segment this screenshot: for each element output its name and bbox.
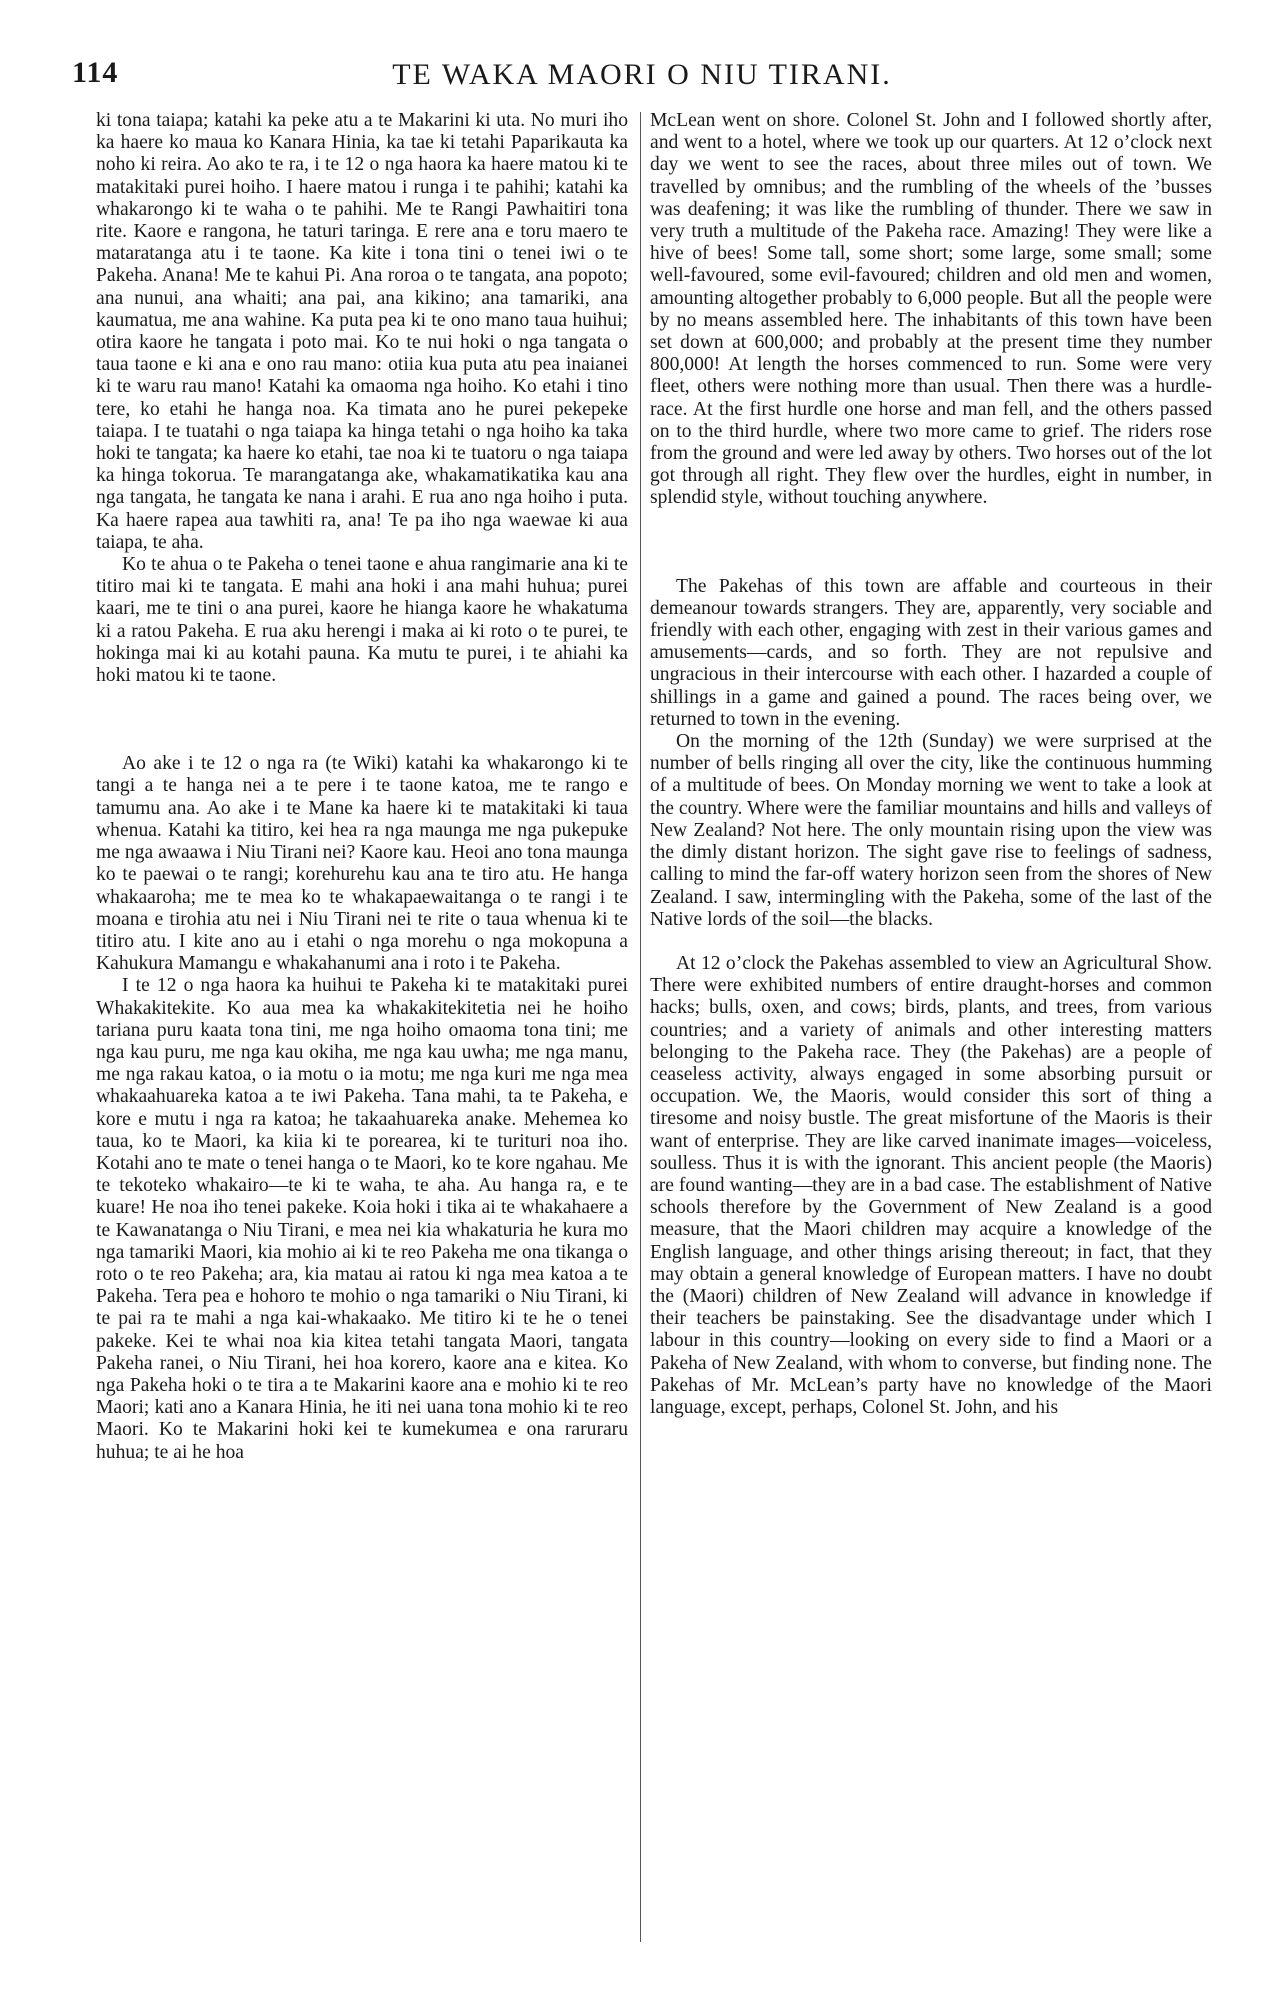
- running-title: TE WAKA MAORI O NIU TIRANI.: [392, 58, 892, 91]
- column-divider: [640, 112, 641, 1942]
- maori-paragraph: Ao ake i te 12 o nga ra (te Wiki) katahi ka whakarongo ki te tangi a te hanga nei a te pere i te taone katoa, me te rango e tamumu ana. Ao ake i te Mane ka haere ki te matakitaki ki taua whenua. Katahi ka titiro, kei hea ra nga maunga me nga pukepuke me nga awaawa i Niu Tirani nei? Kaore kau. Heoi ano tona maunga ko te paewai o te rangi; korehurehu kau ana te tiro atu. He hanga whakaaroha; me te mea ko te whakapaewaitanga o te rangi i te moana e tirohia atu nei i Niu Tirani nei te rite o taua whenua ki te titiro atu. I kite ano au i etahi o nga morehu o nga mokopuna a Kahukura Mamangu e whakahanumi ana i roto i te Pakeha.: [96, 753, 628, 975]
- maori-paragraph: Ko te ahua o te Pakeha o tenei taone e ahua rangimarie ana ki te titiro mai ki te tangata. E mahi ana hoki i ana mahi huhua; purei kaari, me te tini o ana purei, kaore he hianga kaore he whakatuma ki a ratou Pakeha. E rua aku herengi i maka ai ki roto o te purei, te hokinga mai ki au kotahi pauna. Ka mutu te purei, i te ahiahi ka hoki matou ki te taone.: [96, 554, 628, 687]
- maori-paragraph: I te 12 o nga haora ka huihui te Pakeha ki te matakitaki purei Whakakitekite. Ko aua mea ka whakakitekitetia nei he hoiho tariana puru kaata tona tini, me nga hoiho omaoma tona tini; me nga kau puru, me nga kau okiha, me nga kau uwha; me nga manu, me nga rakau katoa, o ia motu o ia motu; me nga kuri me nga mea whakaahuareka katoa a te iwi Pakeha. Tana mahi, ta te Pakeha, e kore e mutu i nga ra katoa; he takaahuareka anake. Mehemea ko taua, ko te Maori, ka kiia ki te porearea, ki te turituri noa iho. Kotahi ano te mate o tenei hanga o te Maori, ko te kore ngahau. Me te tekoteko whakairo—te ki te waha, te aha. Au hanga ra, e te kuare! He noa iho tenei pakeke. Koia hoki i tika ai te whakahaere a te Kawanatanga o Niu Tirani, e mea nei kia whakaturia he kura mo nga tamariki Maori, kia mohio ai ki te reo Pakeha me ona tikanga o roto o te reo Pakeha; ara, kia matau ai ratou ki nga mea katoa a te Pakeha. Tera pea e hohoro te mohio o nga tamariki o Niu Tirani, ki te pai ra te mahi a nga kai-whakaako. Me titiro ki te he o tenei pakeke. Kei te whai noa kia kitea tetahi tangata Maori, tangata Pakeha ranei, o Niu Tirani, hei hoa korero, kaore ana e kitea. Ko nga Pakeha hoki o te tira a te Makarini kaore ana e mohio ki te reo Maori; kati ano a Kanara Hinia, he iti nei uana tona mohio ki te reo Maori. Ko te Makarini hoki kei te kumekumea e ona raruraru huhua; te ai he hoa: [96, 975, 628, 1463]
- maori-text-column: [96, 110, 628, 1464]
- english-paragraph: At 12 o’clock the Pakehas assembled to view an Agricultural Show. There were exhibited numbers of entire draught-horses and common hacks; bulls, oxen, and cows; birds, plants, and trees, from various countries; and a variety of animals and other interesting matters belonging to the Pakeha race. They (the Pakehas) are a people of ceaseless activity, always engaged in some absorbing pursuit or occupation. We, the Maoris, would consider this sort of thing a tiresome and noisy bustle. The great misfortune of the Maoris is their want of enterprise. They are like carved inanimate images—voiceless, soulless. Thus it is with the ignorant. This ancient people (the Maoris) are found wanting—they are in a bad case. The establishment of Native schools therefore by the Government of New Zealand is a good measure, that the Maori children may acquire a knowledge of the English language, and other things arising thereout; in fact, that they may obtain a general knowledge of European matters. I have no doubt the (Maori) children of New Zealand will advance in knowledge if their teachers be painstaking. See the disadvantage under which I labour in this country—looking on every side to find a Maori or a Pakeha of New Zealand, with whom to converse, but finding none. The Pakehas of Mr. McLean’s party have no knowledge of the Maori language, except, perhaps, Colonel St. John, and his: [650, 952, 1212, 1418]
- english-paragraph: The Pakehas of this town are affable and courteous in their demeanour towards strangers. They are, apparently, very sociable and friendly with each other, engaging with zest in their various games and amusements—cards, and so forth. They are not repulsive and ungracious in their intercourse with each other. I hazarded a couple of shillings in a game and gained a pound. The races being over, we returned to town in the evening.: [650, 575, 1212, 730]
- english-paragraph: On the morning of the 12th (Sunday) we were surprised at the number of bells ringing all over the city, like the continuous humming of a multitude of bees. On Monday morning we went to take a look at the country. Where were the familiar mountains and hills and valleys of New Zealand? Not here. The only mountain rising upon the view was the dimly distant horizon. The sight gave rise to feelings of sadness, calling to mind the far-off watery horizon seen from the shores of New Zealand. I saw, intermingling with the Pakeha, some of the last of the Native lords of the soil—the blacks.: [650, 731, 1212, 930]
- maori-paragraph: ki tona taiapa; katahi ka peke atu a te Makarini ki uta. No muri iho ka haere ko maua ko Kanara Hinia, ka tae ki tetahi Paparikauta ka noho ki reira. Ao ako te ra, i te 12 o nga haora ka haere matou ki te matakitaki purei hoiho. I haere matou i runga i te pahihi; katahi ka whakarongo ki te waha o te pahihi. Me te Rangi Pawhaitiri tona rite. Kaore e rangona, he taturi taringa. E rere ana e toru maero te mataratanga atu i te taone. Ka kite i tona tini o tenei iwi o te Pakeha. Anana! Me te kahui Pi. Ana roroa o te tangata, ana popoto; ana nunui, ana whaiti; ana pai, ana kikino; ana tamariki, ana kaumatua, me ana wahine. Ka puta pea ki te ono mano taua huihui; otira kaore he tangata i poto mai. Ko te nui hoki o nga tangata o taua taone e ki ana e ono rau mano: otiia kua puta atu pea inaianei ki te waru rau mano! Katahi ka omaoma nga hoiho. Ko etahi i tino tere, ko etahi he hanga noa. Ka timata ano he purei pekepeke taiapa. I te tuatahi o nga taiapa ka hinga tetahi o nga hoiho ka taka hoki te tangata; ka haere ko etahi, tae noa ki te tuatoru o nga taiapa ka hinga tokorua. Te marangatanga ake, whakamatikatika kau ana nga tangata, he tangata ke nana i arahi. E rua ano nga hoiho i puta. Ka haere rapea aua tawhiti ra, ana! Te pa iho nga waewae ki aua taiapa, te aha.: [96, 110, 628, 553]
- section-gap: [650, 931, 1212, 953]
- english-paragraph: McLean went on shore. Colonel St. John and I followed shortly after, and went to a hotel, where we took up our quarters. At 12 o’clock next day we went to see the races, about three miles out of town. We travelled by omnibus; and the rumbling of the wheels of the ’busses was deafening; it was like the rumbling of thunder. There we saw in very truth a multitude of the Pakeha race. Amazing! They were like a hive of bees! Some tall, some short; some large, some small; some well-favoured, some evil-favoured; children and old men and women, amounting altogether probably to 6,000 people. But all the people were by no means assembled here. The inhabitants of this town have been set down at 600,000; and probably at the present time they number 800,000! At length the horses commenced to run. Some were very fleet, others were nothing more than usual. Then there was a hurdle-race. At the first hurdle one horse and man fell, and the others passed on to the third hurdle, where two more came to grief. The riders rose from the ground and were led away by others. Two horses out of the lot got through all right. They flew over the hurdles, eight in number, in splendid style, without touching anywhere.: [650, 110, 1212, 509]
- english-text-column: [650, 110, 1212, 1419]
- section-gap: [650, 510, 1212, 576]
- page-number: 114: [72, 56, 119, 89]
- section-gap: [96, 687, 628, 753]
- page-header: [72, 56, 1212, 96]
